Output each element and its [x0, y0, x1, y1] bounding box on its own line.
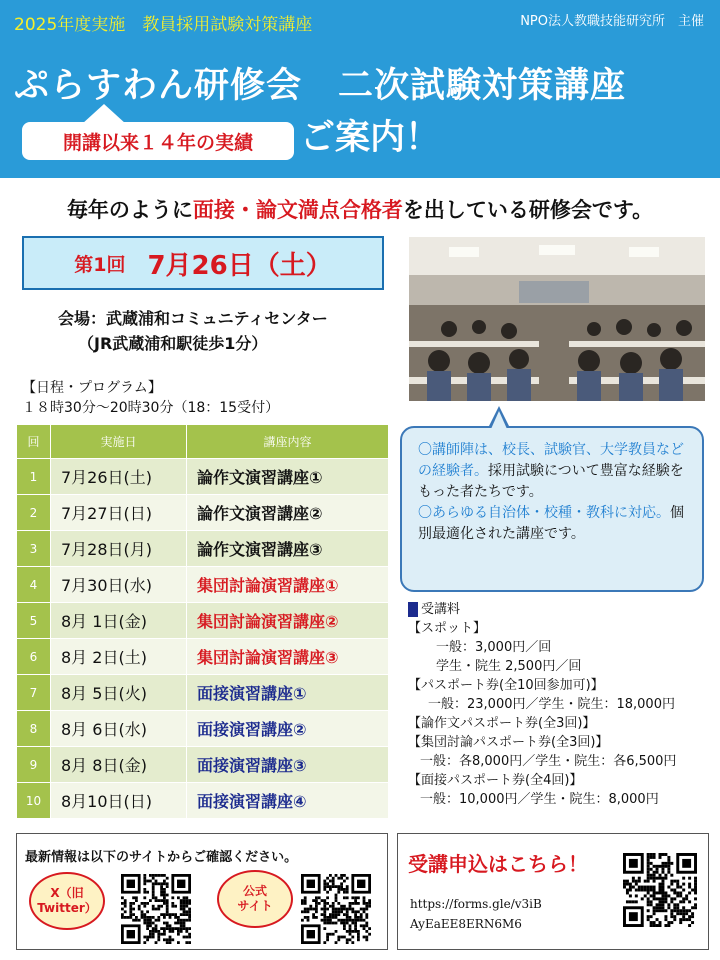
- row-date: 8月 1日(金): [51, 603, 187, 639]
- bubble-p1-a: 〇講師陣は、校長、試験官、大学教員などの経験者。: [418, 442, 684, 479]
- row-date: 7月26日(土): [51, 459, 187, 495]
- latest-info-lead: 最新情報は以下のサイトからご確認ください。: [25, 850, 298, 865]
- instructor-info-bubble: [400, 426, 704, 592]
- tagline: [0, 194, 720, 224]
- row-date: 8月 6日(水): [51, 711, 187, 747]
- fee-line: 【面接パスポート券(全4回)】: [408, 773, 583, 788]
- fee-line: 一般：各8,000円／学生・院生：各6,500円: [420, 754, 677, 769]
- venue: [58, 306, 328, 356]
- schedule-title: 【日程・プログラム】: [22, 380, 162, 396]
- row-number: 4: [17, 567, 51, 603]
- row-content: 面接演習講座①: [187, 675, 389, 711]
- row-content: 集団討論演習講座①: [187, 567, 389, 603]
- bubble-para-2: [418, 503, 690, 545]
- application-qr-code[interactable]: [623, 853, 697, 927]
- row-content: 面接演習講座④: [187, 783, 389, 819]
- schedule-time: １８時30分～20時30分（18：15受付）: [22, 400, 280, 416]
- fees-title-row: [408, 600, 708, 619]
- badge-arrow: [82, 104, 126, 124]
- x-twitter-label: X（旧 Twitter）: [29, 872, 105, 930]
- venue-name: 会場：武蔵浦和コミュニティセンター: [58, 309, 328, 328]
- row-date: 7月27日(日): [51, 495, 187, 531]
- bubble-tail-inner: [491, 411, 507, 429]
- row-content: 論作文演習講座①: [187, 459, 389, 495]
- fee-line: 【パスポート券(全10回参加可)】: [408, 678, 604, 693]
- row-content: 面接演習講座③: [187, 747, 389, 783]
- col-header-content: 講座内容: [187, 425, 389, 459]
- fee-line: 【論作文パスポート券(全3回)】: [408, 716, 596, 731]
- table-row: [17, 603, 389, 639]
- table-row: [17, 531, 389, 567]
- table-row: [17, 639, 389, 675]
- row-content: 面接演習講座②: [187, 711, 389, 747]
- row-number: 6: [17, 639, 51, 675]
- col-header-date: 実施日: [51, 425, 187, 459]
- fee-line: 一般：23,000円／学生・院生：18,000円: [428, 697, 675, 712]
- row-number: 9: [17, 747, 51, 783]
- bubble-p2-b: 個別最適化された講座です。: [418, 505, 684, 542]
- session-number: 第1回: [74, 253, 126, 276]
- row-content: 集団討論演習講座②: [187, 603, 389, 639]
- tagline-highlight: 面接・論文満点合格者: [192, 198, 403, 222]
- row-number: 3: [17, 531, 51, 567]
- header-year-line: 2025年度実施 教員採用試験対策講座: [14, 15, 313, 35]
- seminar-room-illustration: [409, 237, 705, 401]
- application-url[interactable]: https://forms.gle/v3iB AyEaEE8ERN6M6: [410, 897, 542, 931]
- table-row: [17, 747, 389, 783]
- square-bullet-icon: [408, 602, 418, 617]
- row-date: 8月 8日(金): [51, 747, 187, 783]
- seminar-photo: [409, 237, 705, 401]
- tagline-pre: 毎年のように: [66, 198, 193, 222]
- row-content: 論作文演習講座②: [187, 495, 389, 531]
- tagline-post: を出している研修会です。: [402, 198, 654, 222]
- row-content: 論作文演習講座③: [187, 531, 389, 567]
- fee-line: 【集団討論パスポート券(全3回)】: [408, 735, 609, 750]
- header-guide: ご案内！: [300, 118, 441, 158]
- application-box: [397, 833, 709, 950]
- fee-line: 一般：3,000円／回: [436, 640, 552, 655]
- latest-info-box: [16, 833, 388, 950]
- row-date: 8月 5日(火): [51, 675, 187, 711]
- row-number: 1: [17, 459, 51, 495]
- bubble-para-1: [418, 440, 690, 503]
- row-number: 2: [17, 495, 51, 531]
- session-date-box: [22, 236, 384, 290]
- schedule-table: [16, 424, 389, 819]
- official-site-qr-code[interactable]: [301, 874, 371, 944]
- official-site-label: 公式 サイト: [217, 870, 293, 928]
- row-number: 8: [17, 711, 51, 747]
- row-number: 10: [17, 783, 51, 819]
- fee-line: 学生・院生 2,500円／回: [436, 659, 582, 674]
- bubble-p2-a: 〇あらゆる自治体・校種・教科に対応。: [418, 505, 670, 521]
- x-twitter-qr-code[interactable]: [121, 874, 191, 944]
- row-date: 8月10日(日): [51, 783, 187, 819]
- fees-section: [408, 600, 708, 809]
- page-title: ぷらすわん研修会 二次試験対策講座: [14, 66, 627, 106]
- schedule-heading: [22, 378, 279, 418]
- table-row: [17, 711, 389, 747]
- header-banner: [0, 0, 720, 178]
- bubble-p1-b: 採用試験について豊富な経験をもった者たちです。: [418, 463, 684, 500]
- row-date: 8月 2日(土): [51, 639, 187, 675]
- table-row: [17, 567, 389, 603]
- table-header-row: [17, 425, 389, 459]
- row-number: 5: [17, 603, 51, 639]
- fee-line: 【スポット】: [408, 621, 487, 636]
- col-header-no: 回: [17, 425, 51, 459]
- row-date: 7月30日(水): [51, 567, 187, 603]
- table-row: [17, 459, 389, 495]
- application-title: 受講申込はこちら！: [408, 852, 588, 876]
- row-content: 集団討論演習講座③: [187, 639, 389, 675]
- table-row: [17, 495, 389, 531]
- session-date: 7月26日（土）: [147, 250, 332, 281]
- fees-title: 受講料: [421, 602, 461, 617]
- fee-line: 一般：10,000円／学生・院生：8,000円: [420, 792, 659, 807]
- header-organizer: NPO法人教職技能研究所 主催: [520, 14, 704, 29]
- row-number: 7: [17, 675, 51, 711]
- table-row: [17, 675, 389, 711]
- track-record-badge: 開講以来１４年の実績: [22, 122, 294, 160]
- table-row: [17, 783, 389, 819]
- row-date: 7月28日(月): [51, 531, 187, 567]
- venue-access: （JR武蔵浦和駅徒歩1分）: [78, 334, 268, 353]
